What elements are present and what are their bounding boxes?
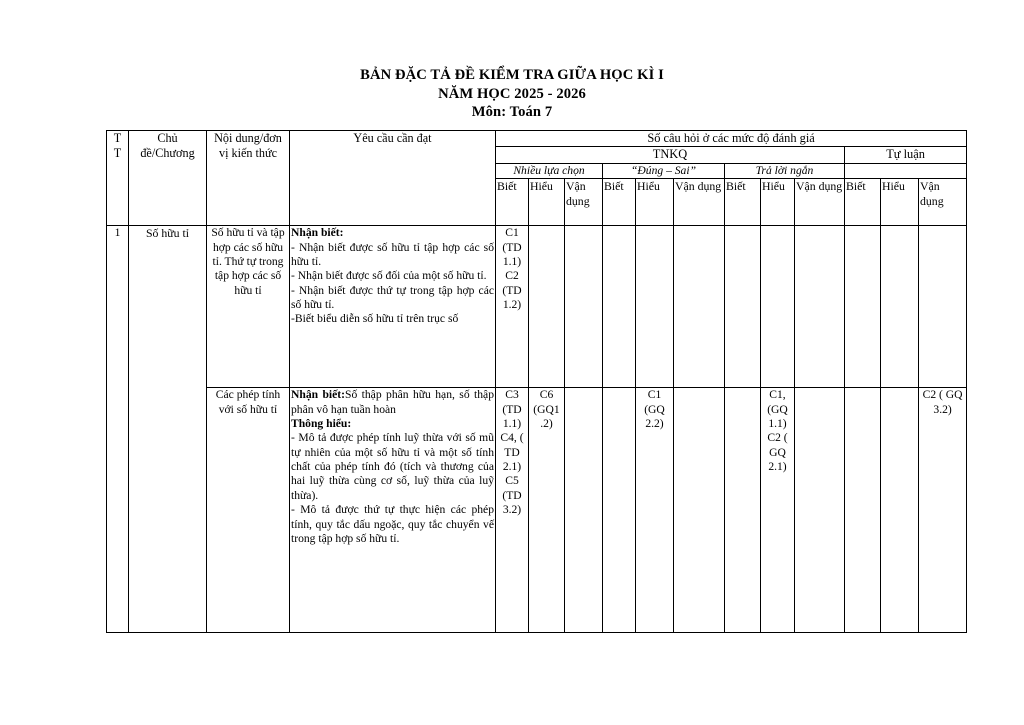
header-tu-luan-spacer (845, 163, 967, 178)
header-true-false: “Đúng – Sai” (603, 163, 725, 178)
requirement-label-nhan-biet-1: Nhận biết: (291, 226, 344, 240)
cell-tf-hieu-2: C1 (GQ 2.2) (636, 388, 674, 633)
cell-sa-hieu-1 (761, 226, 795, 388)
requirement-item-2-1: - Mô tả được phép tính luỹ thừa với số mũ tự nhiên của một số hữu tỉ và một số tính chất của phép tính đó (tích và thương của hai luỹ thừa cùng cơ số, luỹ thừa của luỹ thừa). (291, 431, 494, 502)
cell-sa-biet-1 (725, 226, 761, 388)
requirement-label-thong-hieu-2-text: Thông hiểu: (291, 416, 352, 430)
cell-tl-hieu-1 (881, 226, 919, 388)
cell-sa-hieu-2: C1, (GQ 1.1) C2 ( GQ 2.1) (761, 388, 795, 633)
cell-tf-vandung-2 (674, 388, 725, 633)
requirement-inline-2-1: Số thập phân hữu hạn, số thập phân vô hạn tuần hoàn (291, 388, 494, 416)
header-tt-line2: T (113, 146, 122, 161)
cell-mc-biet-1: C1 (TD 1.1) C2 (TD 1.2) (496, 226, 529, 388)
header-level-tf-biet: Biết (603, 179, 636, 226)
header-row-1 (107, 131, 967, 147)
header-level-tl-hieu: Hiểu (881, 179, 919, 226)
header-level-tl-biet: Biết (845, 179, 881, 226)
cell-topic-1: Số hữu tỉ (129, 226, 207, 633)
header-requirement: Yêu cầu cần đạt (290, 131, 496, 226)
document-subject-line: Môn: Toán 7 (471, 104, 553, 121)
header-level-sa-biet: Biết (725, 179, 761, 226)
cell-tt-1: 1 (107, 226, 129, 633)
requirement-item-2-2: - Mô tả được thứ tự thực hiện các phép tính, quy tắc dấu ngoặc, quy tắc chuyển vế trong tập hợp số hữu tỉ. (291, 503, 494, 545)
header-tu-luan: Tự luận (845, 147, 967, 163)
header-tnkq: TNKQ (496, 147, 845, 163)
cell-mc-vandung-2 (565, 388, 603, 633)
header-level-tf-vandung: Vận dụng (674, 179, 725, 226)
table-row (107, 388, 967, 633)
cell-sa-biet-2 (725, 388, 761, 633)
table-head (107, 131, 967, 226)
header-multiple-choice: Nhiều lựa chọn (496, 163, 603, 178)
requirement-item-1-2: - Nhận biết được số đối của một số hữu tỉ. (291, 269, 487, 283)
requirement-item-1-1: - Nhận biết được số hữu tỉ tập hợp các số hữu tỉ. (291, 240, 494, 268)
header-level-sa-hieu: Hiểu (761, 179, 795, 226)
header-assessment-group: Số câu hỏi ở các mức độ đánh giá (496, 131, 967, 147)
cell-tl-hieu-2 (881, 388, 919, 633)
table-row (107, 226, 967, 388)
header-level-mc-hieu: Hiểu (529, 179, 565, 226)
cell-sa-vandung-2 (795, 388, 845, 633)
header-content: Nội dung/đơn vị kiến thức (207, 131, 290, 226)
requirement-label-nhan-biet-2: Nhận biết: (291, 388, 346, 402)
table-body (107, 226, 967, 633)
document-header (0, 0, 1024, 122)
specification-table (106, 130, 967, 633)
header-short-answer: Trả lời ngắn (725, 163, 845, 178)
cell-requirement-1 (290, 226, 496, 388)
cell-requirement-2 (290, 388, 496, 633)
header-tt-line1: T (113, 131, 122, 146)
requirement-label-thong-hieu-2 (291, 417, 494, 431)
cell-tl-vandung-1 (919, 226, 967, 388)
header-topic: Chủ đề/Chương (129, 131, 207, 226)
cell-mc-biet-2: C3 (TD 1.1) C4, ( TD 2.1) C5 (TD 3.2) (496, 388, 529, 633)
requirement-item-1-4: -Biết biểu diễn số hữu tỉ trên trục số (291, 312, 459, 326)
cell-mc-hieu-1 (529, 226, 565, 388)
cell-mc-vandung-1 (565, 226, 603, 388)
header-level-tf-hieu: Hiểu (636, 179, 674, 226)
cell-tl-vandung-2: C2 ( GQ 3.2) (919, 388, 967, 633)
cell-tf-biet-1 (603, 226, 636, 388)
cell-tf-vandung-1 (674, 226, 725, 388)
cell-tf-hieu-1 (636, 226, 674, 388)
document-title-line-2: NĂM HỌC 2025 - 2026 (438, 85, 586, 102)
header-level-tl-vandung: Vận dụng (919, 179, 967, 226)
requirement-item-1-3: - Nhận biết được thứ tự trong tập hợp các số hữu tỉ. (291, 283, 494, 312)
cell-mc-hieu-2: C6 (GQ1 .2) (529, 388, 565, 633)
header-level-mc-vandung: Vận dụng (565, 179, 603, 226)
cell-tf-biet-2 (603, 388, 636, 633)
header-level-mc-biet: Biết (496, 179, 529, 226)
cell-sa-vandung-1 (795, 226, 845, 388)
document-title-line-1: BẢN ĐẶC TẢ ĐỀ KIỂM TRA GIỮA HỌC KÌ I (360, 67, 664, 83)
spec-table-container (0, 130, 1024, 633)
cell-tl-biet-2 (845, 388, 881, 633)
header-tt (107, 131, 129, 226)
cell-content-2: Các phép tính với số hữu tỉ (207, 388, 290, 633)
cell-content-1: Số hữu tỉ và tập hợp các số hữu tỉ. Thứ tự trong tập hợp các số hữu tỉ (207, 226, 290, 388)
cell-tl-biet-1 (845, 226, 881, 388)
header-level-sa-vandung: Vận dụng (795, 179, 845, 226)
